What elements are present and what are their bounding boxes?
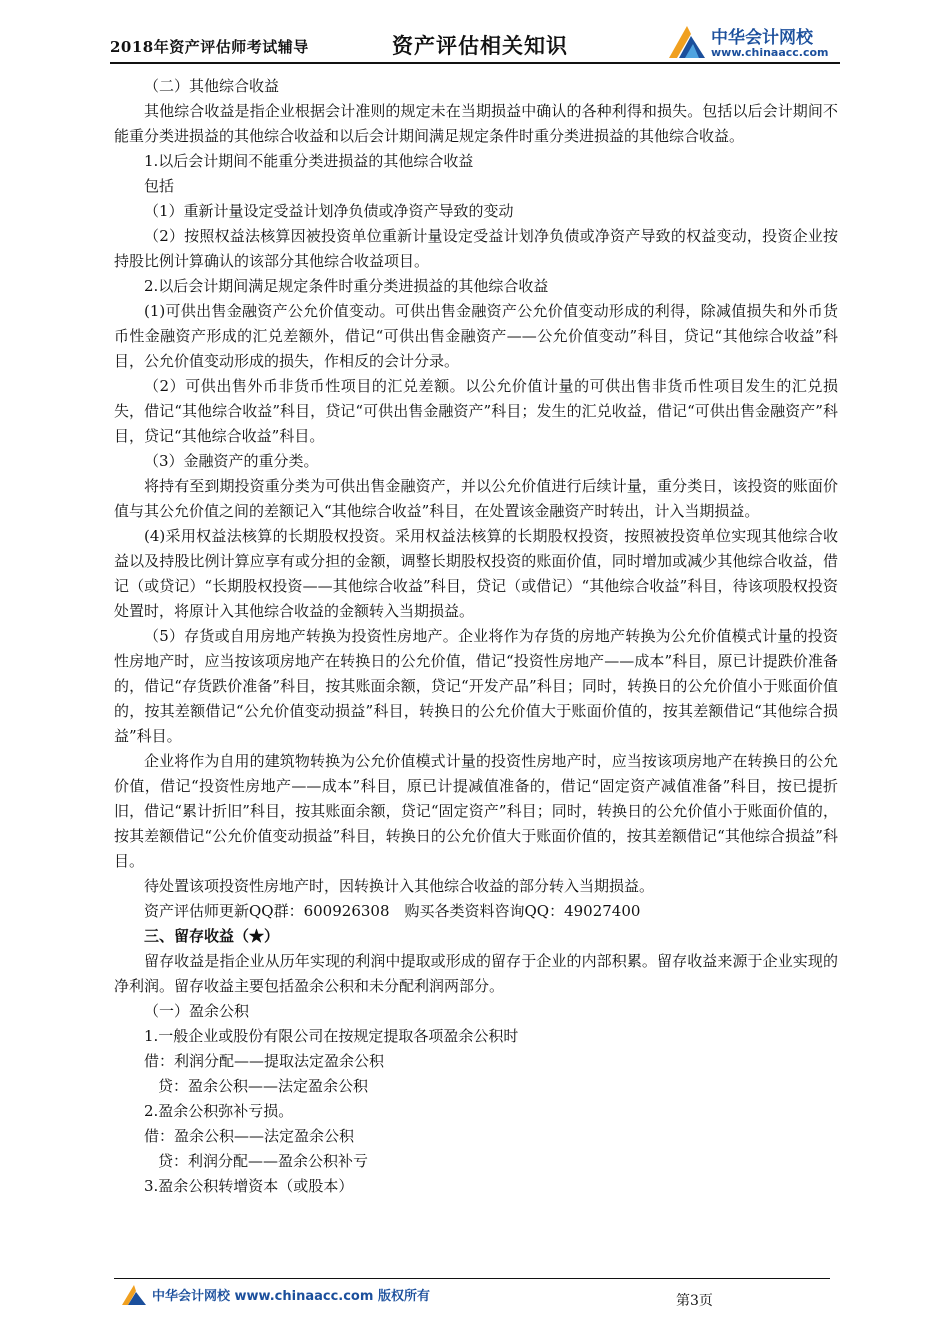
document-body bbox=[114, 74, 838, 1199]
paragraph: （3）金融资产的重分类。 bbox=[144, 452, 319, 470]
paragraph: （5）存货或自用房地产转换为投资性房地产。企业将作为存货的房地产转换为公允价值模式计量的投资性房地产时，应当按该项房地产在转换日的公允价值，借记“投资性房地产——成本”科目，原已计提跌价准备的，借记“存货跌价准备”科目，按其账面余额，贷记“开发产品”科目；同时，转换日的公允价值小于账面价值的，按其差额借记“公允价值变动损益”科目，转换日的公允价值大于账面价值的，按其差额借记“其他综合损益”科目。 bbox=[114, 627, 838, 745]
brand-logo[interactable] bbox=[665, 22, 840, 62]
logo-mark-icon bbox=[665, 22, 709, 62]
paragraph: （2）按照权益法核算因被投资单位重新计量设定受益计划净负债或净资产导致的权益变动，投资企业按持股比例计算确认的该部分其他综合收益项目。 bbox=[114, 227, 838, 270]
paragraph: 3.盈余公积转增资本（或股本） bbox=[144, 1177, 354, 1195]
footer-copyright: 中华会计网校 www.chinaacc.com 版权所有 bbox=[152, 1289, 430, 1304]
paragraph: （二）其他综合收益 bbox=[144, 77, 280, 95]
footer-logo-icon bbox=[120, 1283, 148, 1307]
header-course-title: 2018年资产评估师考试辅导 bbox=[110, 38, 309, 56]
paragraph: 1.以后会计期间不能重分类进损益的其他综合收益 bbox=[144, 152, 474, 170]
paragraph: 包括 bbox=[144, 177, 175, 195]
paragraph: (1)可供出售金融资产公允价值变动。可供出售金融资产公允价值变动形成的利得，除减值损失和外币货币性金融资产形成的汇兑差额外，借记“可供出售金融资产——公允价值变动”科目，贷记“其他综合收益”科目，公允价值变动形成的损失，作相反的会计分录。 bbox=[114, 302, 838, 370]
logo-name: 中华会计网校 bbox=[711, 28, 813, 48]
paragraph: 企业将作为自用的建筑物转换为公允价值模式计量的投资性房地产时，应当按该项房地产在转换日的公允价值，借记“投资性房地产——成本”科目，原已计提减值准备的，借记“固定资产减值准备”科目，按已提折旧，借记“累计折旧”科目，按其账面余额，贷记“固定资产”科目；同时，转换日的公允价值小于账面价值的，按其差额借记“公允价值变动损益”科目，转换日的公允价值大于账面价值的，按其差额借记“其他综合损益”科目。 bbox=[114, 752, 838, 870]
paragraph: 2.以后会计期间满足规定条件时重分类进损益的其他综合收益 bbox=[144, 277, 549, 295]
paragraph: 贷：利润分配——盈余公积补亏 bbox=[158, 1152, 369, 1170]
paragraph: (4)采用权益法核算的长期股权投资。采用权益法核算的长期股权投资，按照被投资单位实现其他综合收益以及持股比例计算应享有或分担的金额，调整长期股权投资的账面价值，同时增加或减少其他综合收益，借记（或贷记）“长期股权投资——其他综合收益”科目，贷记（或借记）“其他综合收益”科目，待该项股权投资处置时，将原计入其他综合收益的金额转入当期损益。 bbox=[114, 527, 838, 620]
paragraph: 待处置该项投资性房地产时，因转换计入其他综合收益的部分转入当期损益。 bbox=[144, 877, 655, 895]
paragraph: 将持有至到期投资重分类为可供出售金融资产，并以公允价值进行后续计量，重分类日，该投资的账面价值与其公允价值之间的差额记入“其他综合收益”科目，在处置该金融资产时转出，计入当期损益。 bbox=[114, 477, 838, 520]
logo-url: www.chinaacc.com bbox=[711, 46, 829, 59]
section-heading: 三、留存收益（★） bbox=[144, 927, 280, 945]
paragraph: （2）可供出售外币非货币性项目的汇兑差额。以公允价值计量的可供出售非货币性项目发生的汇兑损失，借记“其他综合收益”科目，贷记“可供出售金融资产”科目；发生的汇兑收益，借记“可供出售金融资产”科目，贷记“其他综合收益”科目。 bbox=[114, 377, 838, 445]
paragraph: 1.一般企业或股份有限公司在按规定提取各项盈余公积时 bbox=[144, 1027, 519, 1045]
paragraph: 2.盈余公积弥补亏损。 bbox=[144, 1102, 294, 1120]
header-divider bbox=[110, 62, 840, 64]
footer-divider bbox=[114, 1278, 830, 1279]
paragraph: 借：盈余公积——法定盈余公积 bbox=[144, 1127, 355, 1145]
header-subject-title: 资产评估相关知识 bbox=[392, 33, 568, 58]
page-number: 第3页 bbox=[676, 1293, 713, 1309]
page-header bbox=[110, 22, 840, 60]
paragraph: 其他综合收益是指企业根据会计准则的规定未在当期损益中确认的各种利得和损失。包括以后会计期间不能重分类进损益的其他综合收益和以后会计期间满足规定条件时重分类进损益的其他综合收益。 bbox=[114, 102, 838, 145]
paragraph: 留存收益是指企业从历年实现的利润中提取或形成的留存于企业的内部积累。留存收益来源于企业实现的净利润。留存收益主要包括盈余公积和未分配利润两部分。 bbox=[114, 952, 838, 995]
paragraph: 贷：盈余公积——法定盈余公积 bbox=[158, 1077, 369, 1095]
paragraph: （一）盈余公积 bbox=[144, 1002, 250, 1020]
paragraph: 资产评估师更新QQ群：600926308 购买各类资料咨询QQ：49027400 bbox=[144, 902, 641, 920]
paragraph: 借：利润分配——提取法定盈余公积 bbox=[144, 1052, 385, 1070]
paragraph: （1）重新计量设定受益计划净负债或净资产导致的变动 bbox=[144, 202, 514, 220]
